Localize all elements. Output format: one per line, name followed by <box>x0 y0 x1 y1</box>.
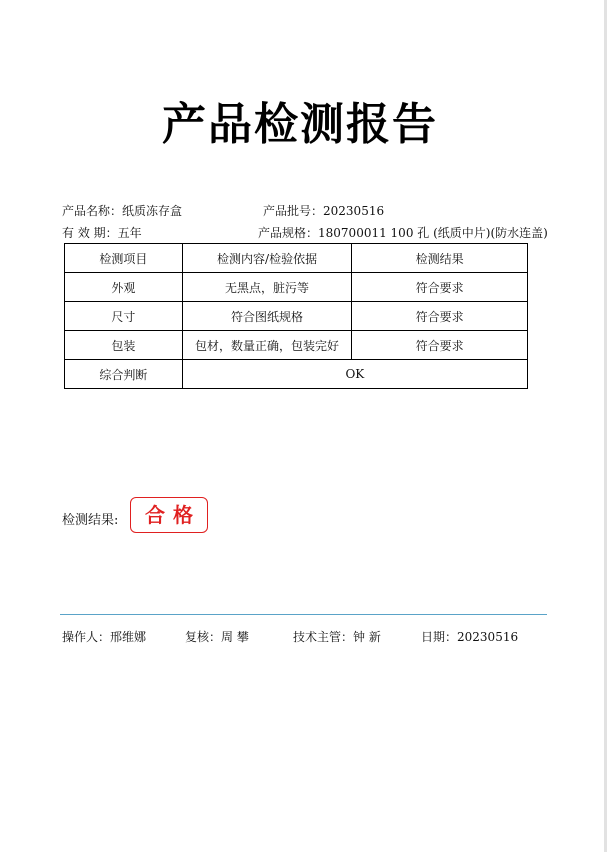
product-batch-value: 20230516 <box>323 204 385 218</box>
page-title: 产品检测报告 <box>162 99 438 150</box>
product-batch-label: 产品批号： <box>263 204 324 218</box>
date-signature <box>421 628 518 645</box>
table-cell-result: 符合要求 <box>352 302 528 331</box>
reviewer-label: 复核： <box>185 630 222 644</box>
table-cell-content: 包材，数量正确，包装完好 <box>182 331 352 360</box>
date-label: 日期： <box>421 630 458 644</box>
supervisor-signature <box>293 628 381 645</box>
inspection-table <box>64 243 528 389</box>
table-header-cell: 检测结果 <box>352 244 528 273</box>
table-header-cell: 检测项目 <box>65 244 183 273</box>
table-summary-label: 综合判断 <box>65 360 183 389</box>
product-batch <box>263 202 384 219</box>
operator-label: 操作人： <box>62 630 111 644</box>
operator-signature <box>62 628 146 645</box>
table-cell-item: 尺寸 <box>65 302 183 331</box>
product-validity-label: 有 效 期： <box>62 226 118 240</box>
divider-line <box>60 614 547 615</box>
table-cell-item: 外观 <box>65 273 183 302</box>
table-row <box>65 331 528 360</box>
table-cell-result: 符合要求 <box>352 331 528 360</box>
table-header-cell: 检测内容/检验依据 <box>182 244 352 273</box>
result-label: 检测结果: <box>62 513 119 528</box>
product-name-value: 纸质冻存盒 <box>122 204 183 218</box>
date-value: 20230516 <box>457 630 519 644</box>
product-spec <box>258 224 548 241</box>
product-validity <box>62 224 142 241</box>
table-summary-value: OK <box>182 360 527 389</box>
table-header-row <box>65 244 528 273</box>
table-cell-result: 符合要求 <box>352 273 528 302</box>
pass-stamp: 合格 <box>130 497 208 533</box>
table-row <box>65 273 528 302</box>
product-spec-value: 180700011 100 孔 (纸质中片)(防水连盖) <box>318 226 548 240</box>
reviewer-name: 周 攀 <box>221 630 249 644</box>
operator-name: 邢维娜 <box>110 630 147 644</box>
product-name-label: 产品名称： <box>62 204 123 218</box>
table-cell-content: 符合图纸规格 <box>182 302 352 331</box>
product-spec-label: 产品规格： <box>258 226 319 240</box>
table-row <box>65 302 528 331</box>
product-validity-value: 五年 <box>117 226 142 240</box>
reviewer-signature <box>185 628 249 645</box>
supervisor-name: 钟 新 <box>353 630 381 644</box>
table-summary-row <box>65 360 528 389</box>
supervisor-label: 技术主管： <box>293 630 354 644</box>
product-name <box>62 202 182 219</box>
table-cell-content: 无黑点，脏污等 <box>182 273 352 302</box>
table-cell-item: 包装 <box>65 331 183 360</box>
